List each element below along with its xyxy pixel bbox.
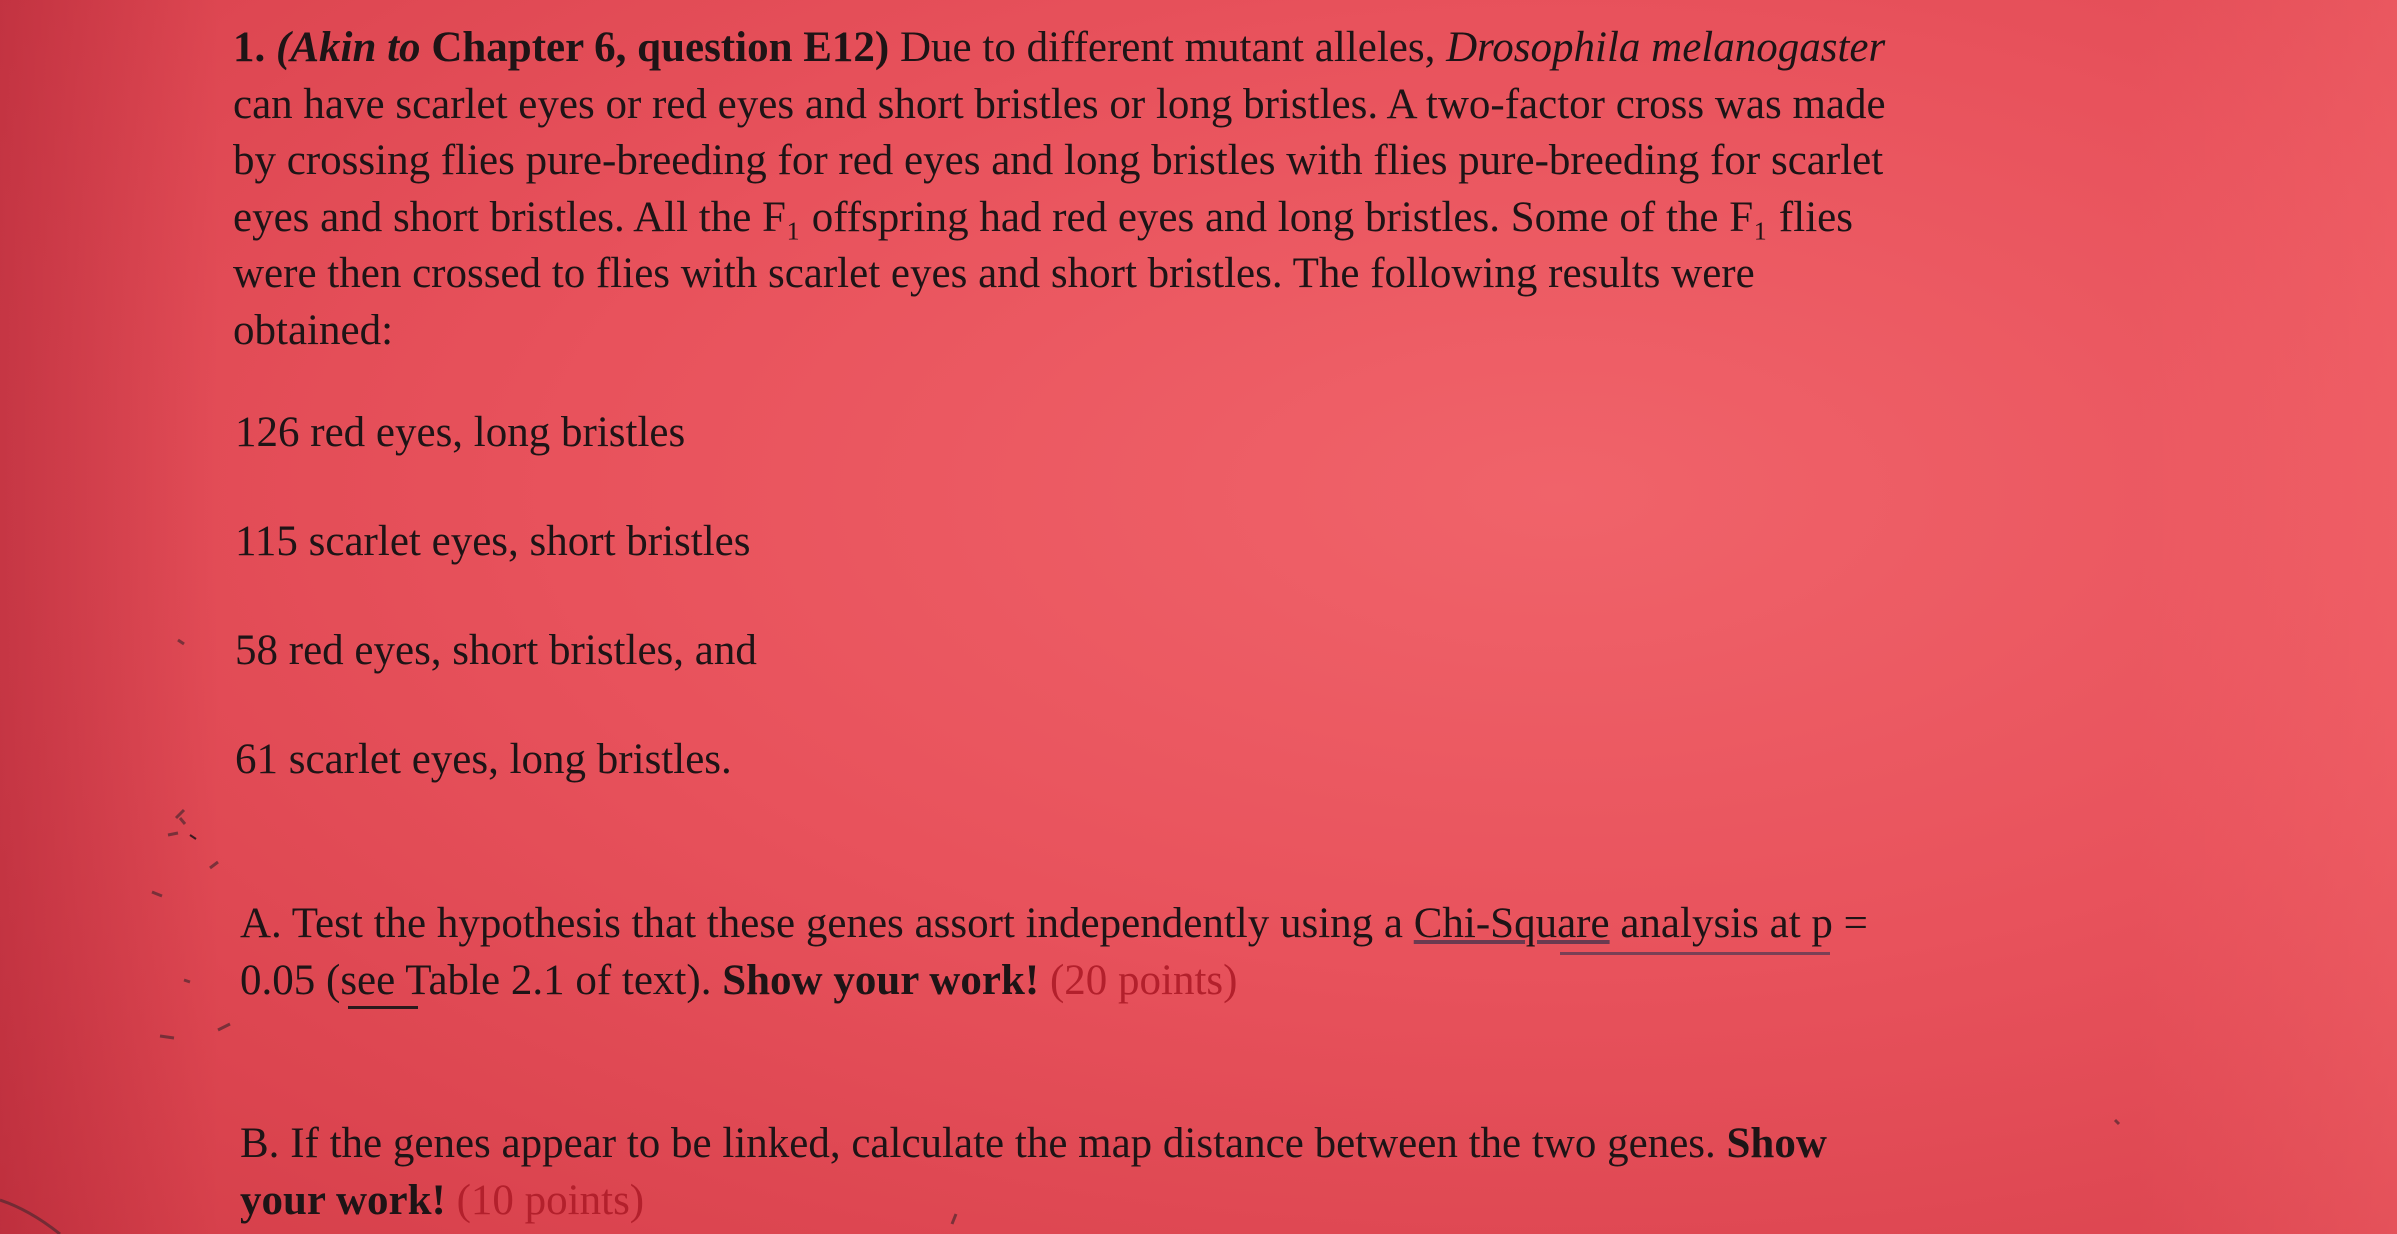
part-a-show-work: Show your work! (722, 957, 1040, 1004)
page-glare-right (2137, 0, 2397, 1234)
result-red-short: 58 red eyes, short bristles, and (235, 627, 757, 674)
part-b-show: Show (1726, 1120, 1827, 1167)
part-a-label: A. (240, 900, 282, 947)
part-a-text1: Test the hypothesis that these genes assort independently using a (291, 900, 1403, 947)
question-source-italic: (Akin to (276, 24, 421, 71)
species-name: Drosophila melanogaster (1446, 24, 1886, 71)
see-underline (348, 1006, 418, 1009)
question-line5: were then crossed to flies with scarlet eyes and short bristles. The following results were (233, 250, 1755, 297)
question-line4: eyes and short bristles. All the F₁ offspring had red eyes and long bristles. Some of the F₁ flies (233, 193, 1853, 241)
part-a-points: (20 points) (1049, 957, 1238, 1004)
question-line2: can have scarlet eyes or red eyes and short bristles or long bristles. A two-factor cross was made (233, 80, 1886, 128)
result-red-long: 126 red eyes, long bristles (235, 409, 686, 456)
question-line6: obtained: (233, 306, 394, 354)
part-a-text2: analysis at p = (1620, 900, 1868, 947)
question-paragraph (233, 20, 2133, 359)
result-scarlet-long: 61 scarlet eyes, long bristles. (235, 736, 732, 783)
part-b-points: (10 points) (456, 1177, 645, 1224)
part-a (240, 895, 2140, 1009)
chi-square-term: Chi-Square (1413, 900, 1610, 947)
part-b (240, 1115, 2140, 1229)
page-shadow-left (0, 0, 220, 1234)
question-source-chapter: Chapter 6, question E12) (431, 24, 890, 71)
question-line1-text: Due to different mutant alleles, (900, 24, 1436, 71)
part-b-label: B. (240, 1120, 280, 1167)
part-b-text1: If the genes appear to be linked, calculate the map distance between the two genes. (290, 1120, 1716, 1167)
question-line3: by crossing flies pure-breeding for red eyes and long bristles with flies pure-breeding for scarlet (233, 137, 1884, 184)
part-b-show-work: your work! (240, 1177, 446, 1224)
chi-square-pencil-underline (1560, 952, 1830, 955)
part-a-text3: 0.05 (see Table 2.1 of text). (240, 957, 712, 1004)
result-scarlet-short: 115 scarlet eyes, short bristles (235, 518, 751, 565)
question-number: 1. (233, 24, 266, 71)
